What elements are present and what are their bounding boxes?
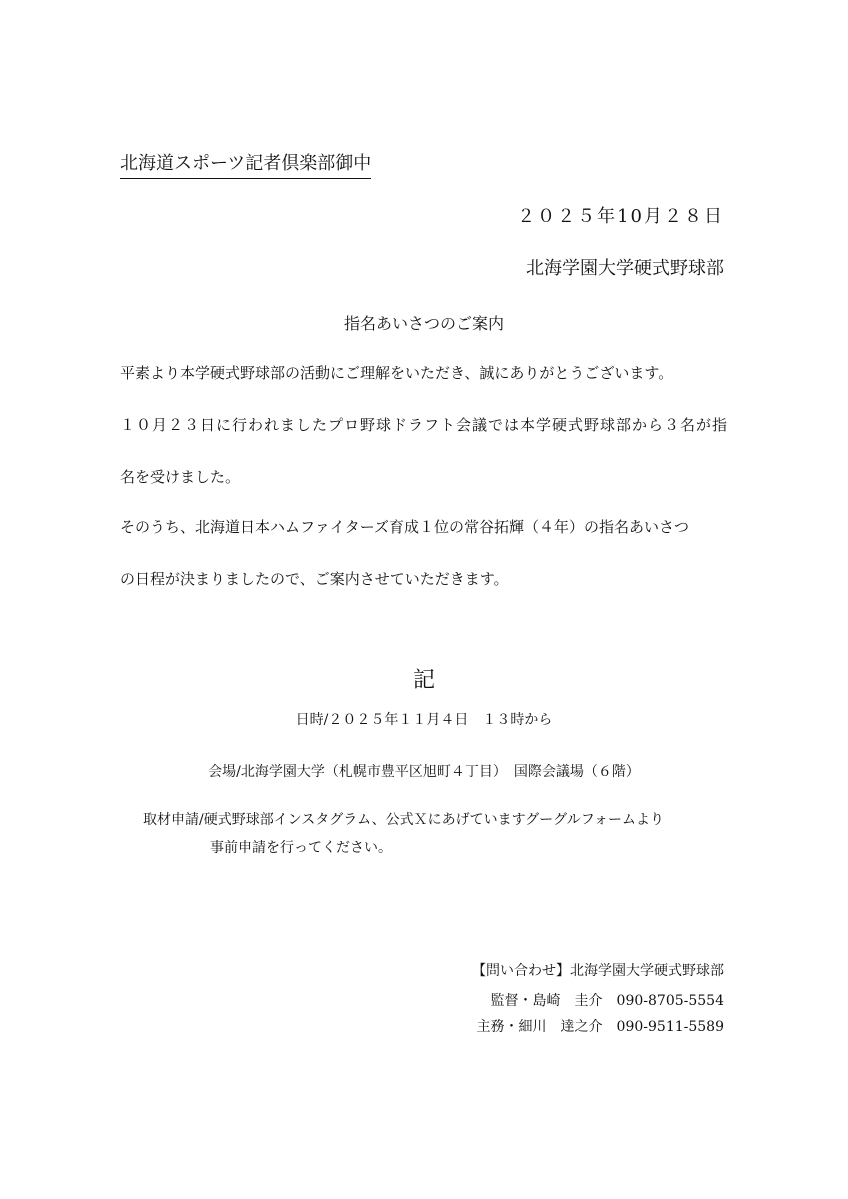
body-paragraph-line: そのうち、北海道日本ハムファイターズ育成１位の常谷拓輝（４年）の指名あいさつ [120,518,689,536]
ki-heading: 記 [412,668,435,693]
contact-header: 【問い合わせ】北海学園大学硬式野球部 [472,963,724,979]
event-venue: 会場/北海学園大学（札幌市豊平区旭町４丁目） 国際会議場（６階） [208,764,640,780]
letter-date: ２０２５年10月２８日 [517,206,724,227]
event-datetime: 日時/２０２５年１１月４日 １３時から [295,712,553,728]
sender-organization: 北海学園大学硬式野球部 [526,258,724,279]
contact-staff: 主務・細川 達之介 090-9511-5589 [476,1019,724,1035]
body-paragraph-line: １０月２３日に行われましたプロ野球ドラフト会議では本学硬式野球部から３名が指 [120,416,729,434]
letter-subject: 指名あいさつのご案内 [343,314,504,333]
body-paragraph-line: 平素より本学硬式野球部の活動にご理解をいただき、誠にありがとうございます。 [120,364,674,382]
application-instructions-line1: 取材申請/硬式野球部インスタグラム、公式Ｘにあげていますグーグルフォームより [143,812,665,828]
contact-manager: 監督・島崎 圭介 090-8705-5554 [490,993,724,1009]
application-instructions-line2: 事前申請を行ってください。 [210,840,392,856]
body-paragraph-line: 名を受けました。 [120,468,241,486]
body-paragraph-line: の日程が決まりましたので、ご案内させていただきます。 [120,570,509,588]
addressee: 北海道スポーツ記者倶楽部御中 [120,153,371,179]
